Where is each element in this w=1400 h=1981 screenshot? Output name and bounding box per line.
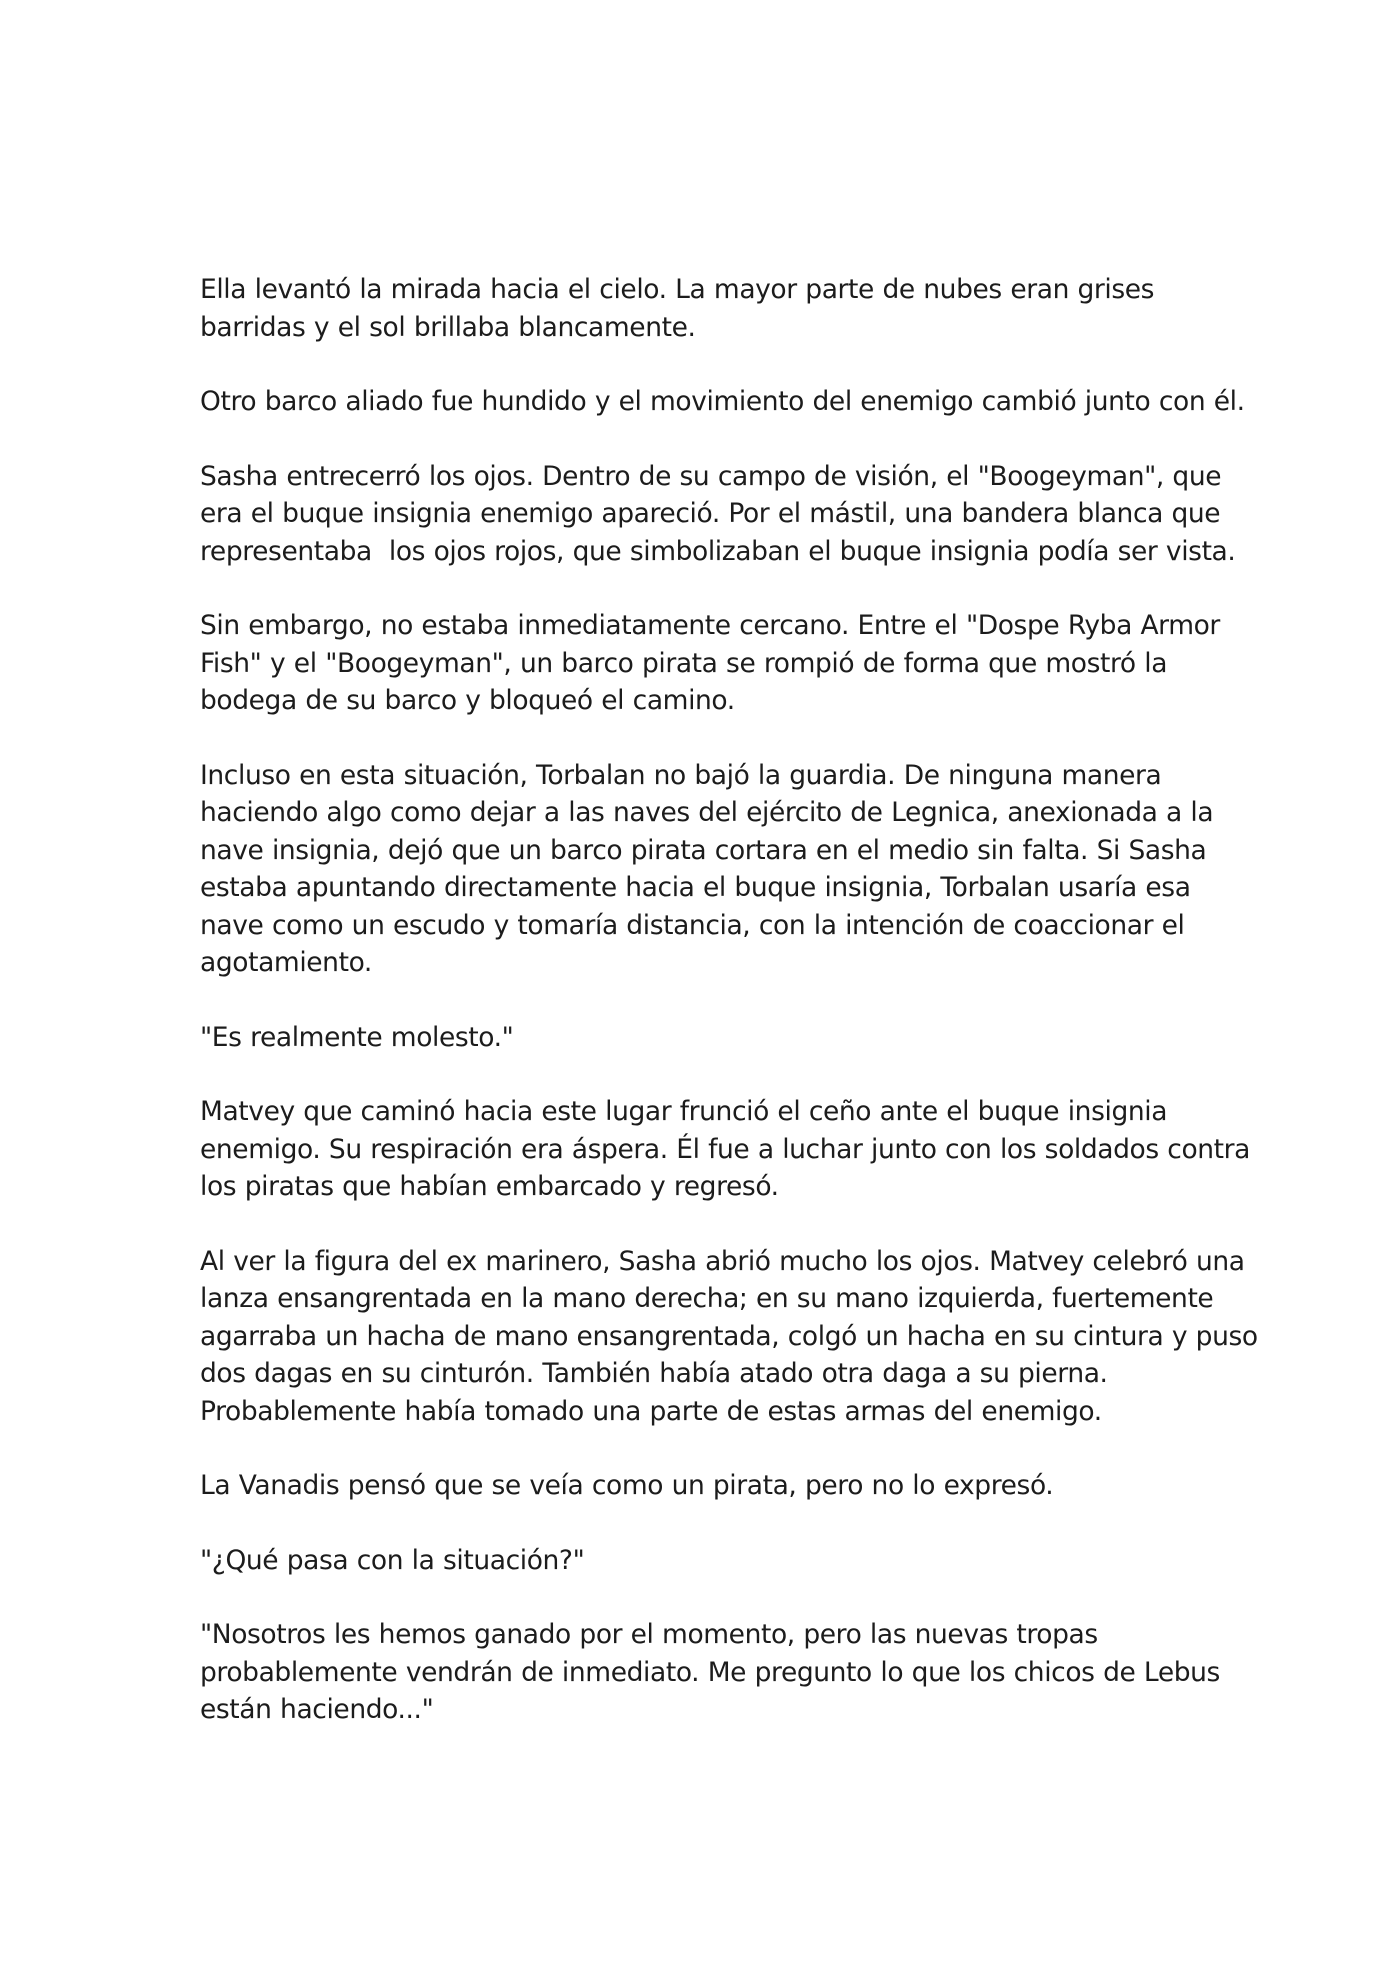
paragraph bbox=[200, 1019, 1210, 1057]
text-line: Al ver la figura del ex marinero, Sasha abrió mucho los ojos. Matvey celebró una bbox=[200, 1245, 1245, 1277]
text-line: Otro barco aliado fue hundido y el movimiento del enemigo cambió junto con él. bbox=[200, 386, 1245, 417]
text-line: Fish" y el "Boogeyman", un barco pirata se rompió de forma que mostró la bbox=[200, 647, 1168, 679]
text-line: agotamiento. bbox=[200, 947, 372, 978]
paragraph bbox=[200, 1467, 1210, 1505]
text-line: Sasha entrecerró los ojos. Dentro de su campo de visión, el "Boogeyman", que bbox=[200, 460, 1222, 492]
paragraph bbox=[200, 1093, 1250, 1206]
paragraph bbox=[200, 383, 1245, 421]
text-line: representaba los ojos rojos, que simbolizaban el buque insignia podía ser vista. bbox=[200, 535, 1236, 567]
paragraph bbox=[200, 271, 1210, 346]
paragraph bbox=[200, 1542, 1210, 1580]
text-line: "Es realmente molesto." bbox=[200, 1021, 514, 1053]
text-line: Sin embargo, no estaba inmediatamente cercano. Entre el "Dospe Ryba Armor bbox=[200, 610, 1220, 641]
document-text-body bbox=[200, 271, 1258, 1766]
paragraph bbox=[200, 757, 1214, 982]
text-line: Incluso en esta situación, Torbalan no bajó la guardia. De ninguna manera bbox=[200, 759, 1162, 791]
text-line: Matvey que caminó hacia este lugar frunció el ceño ante el buque insignia bbox=[200, 1096, 1168, 1127]
text-line: "Nosotros les hemos ganado por el momento, pero las nuevas tropas bbox=[200, 1619, 1098, 1650]
text-line: Probablemente había tomado una parte de estas armas del enemigo. bbox=[200, 1395, 1102, 1427]
text-line: barridas y el sol brillaba blancamente. bbox=[200, 311, 696, 343]
text-line: Ella levantó la mirada hacia el cielo. La mayor parte de nubes eran grises bbox=[200, 274, 1155, 305]
text-line: enemigo. Su respiración era áspera. Él fue a luchar junto con los soldados contra bbox=[200, 1133, 1250, 1165]
paragraph bbox=[200, 1616, 1220, 1729]
text-line: era el buque insignia enemigo apareció. Por el mástil, una bandera blanca que bbox=[200, 498, 1221, 529]
text-line: probablemente vendrán de inmediato. Me pregunto lo que los chicos de Lebus bbox=[200, 1656, 1220, 1688]
text-line: nave como un escudo y tomaría distancia, con la intención de coaccionar el bbox=[200, 909, 1185, 941]
text-line: dos dagas en su cinturón. También había atado otra daga a su pierna. bbox=[200, 1358, 1108, 1389]
text-line: estaba apuntando directamente hacia el buque insignia, Torbalan usaría esa bbox=[200, 872, 1191, 903]
text-line: haciendo algo como dejar a las naves del ejército de Legnica, anexionada a la bbox=[200, 797, 1214, 828]
text-line: lanza ensangrentada en la mano derecha; en su mano izquierda, fuertemente bbox=[200, 1283, 1214, 1314]
text-line: agarraba un hacha de mano ensangrentada, colgó un hacha en su cintura y puso bbox=[200, 1320, 1258, 1352]
paragraph bbox=[200, 607, 1220, 720]
text-line: nave insignia, dejó que un barco pirata cortara en el medio sin falta. Si Sasha bbox=[200, 834, 1207, 866]
text-line: "¿Qué pasa con la situación?" bbox=[200, 1544, 585, 1576]
text-line: los piratas que habían embarcado y regresó. bbox=[200, 1171, 779, 1202]
paragraph bbox=[200, 458, 1236, 571]
text-line: La Vanadis pensó que se veía como un pirata, pero no lo expresó. bbox=[200, 1470, 1054, 1501]
text-line: están haciendo..." bbox=[200, 1694, 434, 1725]
text-line: bodega de su barco y bloqueó el camino. bbox=[200, 685, 735, 716]
paragraph bbox=[200, 1243, 1258, 1431]
